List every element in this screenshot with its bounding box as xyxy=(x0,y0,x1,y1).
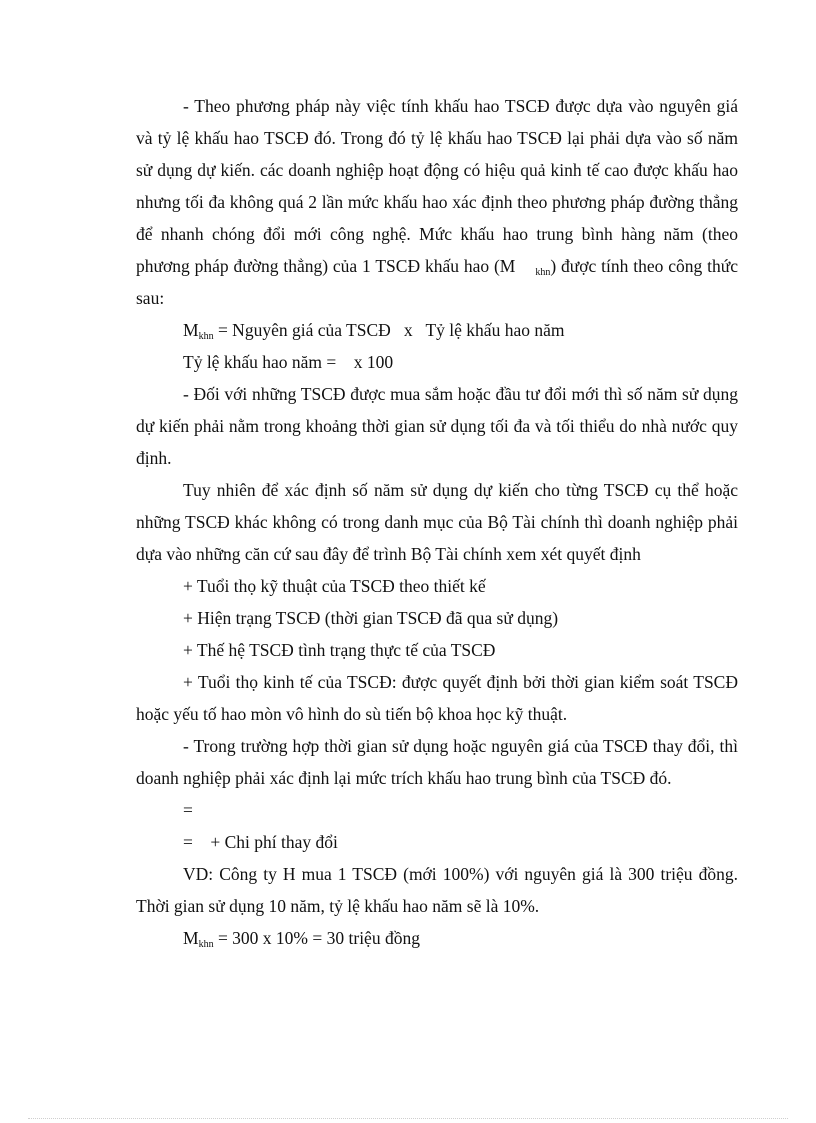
subscript-khn: khn xyxy=(198,939,214,950)
paragraph-new-assets: - Đối với những TSCĐ được mua sắm hoặc đầu tư đổi mới thì số năm sử dụng dự kiến phải nằm trong khoảng thời gian sử dụng tối đa và tối thiểu do nhà nước quy định. xyxy=(136,384,738,468)
paragraph-depreciation-method xyxy=(136,90,738,314)
paragraph-example: VD: Công ty H mua 1 TSCĐ (mới 100%) với nguyên giá là 300 triệu đồng. Thời gian sử dụng 10 năm, tỷ lệ khấu hao năm sẽ là 10%. xyxy=(136,864,738,916)
formula-example-result xyxy=(136,922,738,954)
paragraph-recalculation: - Trong trường hợp thời gian sử dụng hoặc nguyên giá của TSCĐ thay đổi, thì doanh nghiệp phải xác định lại mức trích khấu hao trung bình của TSCĐ đó. xyxy=(136,736,738,788)
bullet-current-state: + Hiện trạng TSCĐ (thời gian TSCĐ đã qua sử dụng) xyxy=(183,608,559,628)
document-body xyxy=(136,90,738,954)
formula-text: = Nguyên giá của TSCĐ x Tỷ lệ khấu hao năm xyxy=(213,320,565,340)
bullet-generation: + Thế hệ TSCĐ tình trạng thực tế của TSCĐ xyxy=(183,640,496,660)
bullet-economic-lifespan: + Tuổi thọ kinh tế của TSCĐ: được quyết định bởi thời gian kiểm soát TSCĐ hoặc yếu tố hao mòn vô hình do sù tiến bộ khoa học kỹ thuật. xyxy=(136,672,738,724)
paragraph-text-end: ) được tính theo công thức sau: xyxy=(136,256,738,308)
page-bottom-divider xyxy=(28,1118,788,1119)
paragraph-ministry-approval: Tuy nhiên để xác định số năm sử dụng dự kiến cho từng TSCĐ cụ thể hoặc những TSCĐ khác không có trong danh mục của Bộ Tài chính thì doanh nghiệp phải dựa vào những căn cứ sau đây để trình Bộ Tài chính xem xét quyết định xyxy=(136,480,738,564)
subscript-khn: khn xyxy=(198,331,214,342)
formula-annual-depreciation xyxy=(136,314,738,346)
equation-line-2: = + Chi phí thay đổi xyxy=(183,832,338,852)
paragraph-text: - Theo phương pháp này việc tính khấu hao TSCĐ được dựa vào nguyên giá và tỷ lệ khấu hao TSCĐ đó. Trong đó tỷ lệ khấu hao TSCĐ lại phải dựa vào số năm sử dụng dự kiến. các doanh nghiệp hoạt động có hiệu quả kinh tế cao được khấu hao nhưng tối đa không quá 2 lần mức khấu hao xác định theo phương pháp đường thẳng để nhanh chóng đổi mới công nghệ. Mức khấu hao trung bình hàng năm (theo phương pháp đường thẳng) của 1 TSCĐ khấu hao (M xyxy=(136,96,738,276)
formula-depreciation-rate: Tỷ lệ khấu hao năm = x 100 xyxy=(183,352,394,372)
equation-line-1: = xyxy=(183,800,193,820)
formula-symbol: M xyxy=(183,928,199,948)
subscript-khn: khn xyxy=(535,267,551,278)
bullet-technical-lifespan: + Tuổi thọ kỹ thuật của TSCĐ theo thiết kế xyxy=(183,576,486,596)
formula-text: = 300 x 10% = 30 triệu đồng xyxy=(213,928,420,948)
formula-symbol: M xyxy=(183,320,199,340)
